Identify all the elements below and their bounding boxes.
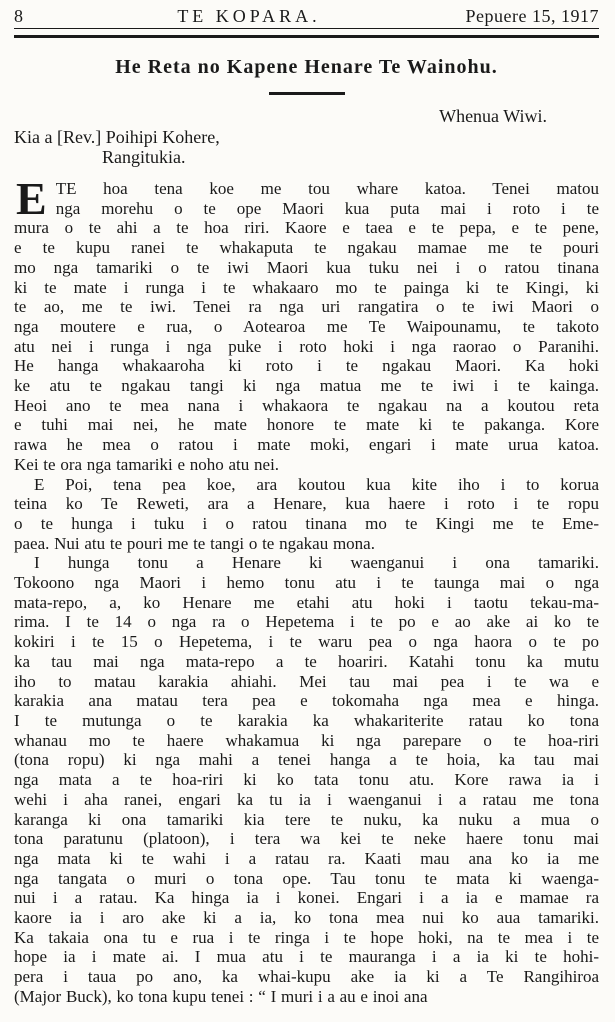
text-line: kaore ia i aro ake ki a ia, ko tona mea nui ko aua tamariki. [14,908,599,928]
paragraph-3 [14,553,599,1006]
text-line: rawa he mea o ratou i mate moki, engari i mate urua katoa. [14,435,599,455]
text-line: hope ia i mate ai. I mua atu i te mauranga i a ia ki te hohi- [14,947,599,967]
journal-title: TE KOPARA. [177,6,321,26]
paragraph-3-lines [14,553,599,1006]
drop-cap-letter: E [16,173,47,224]
salutation-line-2: Rangitukia. [102,147,186,167]
text-line: e te kupu ranei te whakaputa te ngakau mamae me te pouri [14,238,599,258]
page-number: 8 [14,6,23,26]
text-line: karanga ki ona tamariki kia tere te nuku, ka nuku a mua o [14,809,599,829]
text-line: nga mata a te hoa-riri ki ko tata tonu atu. Kore rawa ia i [14,770,599,790]
text-line: I te mutunga o te karakia ka whakariterite ratau ko tona [14,710,599,730]
text-line: He hanga whakaaroha ki roto i te ngakau Maori. Ka hoki [14,356,599,376]
place-line: Whenua Wiwi. [439,106,547,126]
heading-divider-rule [269,92,345,95]
text-line: Heoi ano te mea nana i whakaora te ngakau na a koutou reta [14,395,599,415]
letter-body [14,173,599,1007]
text-line: Tokoono nga Maori i hemo tonu atu i te taunga mai o nga [14,573,599,593]
header-rule-thick [14,35,599,38]
paragraph-1 [14,173,599,475]
text-line: e tuhi mai nei, he mate honore te mate ki te pakanga. Kore [14,415,599,435]
salutation-line-1: Kia a [Rev.] Poihipi Kohere, [14,127,220,147]
text-line: nga mata ki te wahi i a ratau ra. Kaati mau ana ko ia me [14,848,599,868]
text-line: iho to matau karakia ahiahi. Mei tau mai pea i te wa e [14,671,599,691]
text-line: E Poi, tena pea koe, ara koutou kua kite iho i to korua [34,474,599,494]
text-line: te ao, me te iwi. Tenei ra nga uri rangatira o te iwi Maori o [14,297,599,317]
text-line: nga moutere e rua, o Aotearoa me Te Waipounamu, te takoto [14,316,599,336]
text-line: nga tangata o muri o tona ope. Tau tonu te mata ki waenga- [14,868,599,888]
text-line: TE hoa tena koe me tou whare katoa. Tenei matou [55,179,599,198]
text-line: mata-repo, a, ko Henare me etahi atu hoki i taotu tekau-ma- [14,592,599,612]
text-line: pera i taua po ano, ka whai-kupu ake ia ki a Te Rangihiroa [14,967,599,987]
text-line: Ka takaia ona tu e rua i te ringa i te hope hoki, na te mea i te [14,927,599,947]
page-header [14,6,599,26]
text-line: wehi i aha ranei, engari ka tu ia i waenganui i a ratau me tona [14,789,599,809]
text-line: rima. I te 14 o nga ra o Hepetema i te po e ao ake ai ko te [14,612,599,632]
issue-date: Pepuere 15, 1917 [465,6,599,26]
text-line: ke atu te ngakau tangi ki nga matua me te iwi i te kainga. [14,376,599,396]
paragraph-2 [14,475,599,554]
text-line: nga morehu o te ope Maori kua puta mai i roto i te [55,198,599,218]
text-line: ki te mate i runga i te whakaaro mo te painga ki te Kingi, ki [14,277,599,297]
paragraph-2-lines [14,475,599,554]
text-line: (Major Buck), ko tona kupu tenei : “ I muri i a au e inoi ana [14,986,428,1006]
header-rule-thin [14,28,599,29]
text-line: mura o te ahi a te hoa riri. Kaore e taea e te pepa, e te pene, [14,218,599,238]
text-line: (tona ropu) ki nga mahi a tenei hanga a te hoia, ka tau mai [14,750,599,770]
article-heading: He Reta no Kapene Henare Te Wainohu. [115,56,498,78]
paragraph-1-lines [14,173,599,475]
text-line: tona paratunu (platoon), i tera wa kei te neke haere tonu mai [14,829,599,849]
text-line: o te hunga i tuku i o ratou tinana mo te Kingi me te Eme- [14,513,599,533]
text-line: karakia ana matau tera pea e tokomaha nga mea e hinga. [14,691,599,711]
text-line: ka tau mai nga mata-repo a te hoariri. Katahi tonu ka mutu [14,651,599,671]
text-line: kokiri i te 15 o Hepetema, i te waru pea o nga haora o te po [14,632,599,652]
text-line: I hunga tonu a Henare ki waenganui i ona tamariki. [34,553,599,573]
text-line: paea. Nui atu te pouri me te tangi o te ngakau mona. [14,533,375,553]
text-line: atu nei i runga i nga puke i roto hoki i nga raorao o Paranihi. [14,336,599,356]
text-line: whanau mo te haere whakamua ki nga parepare o te hoa-riri [14,730,599,750]
text-line: Kei te ora nga tamariki e noho atu nei. [14,454,280,474]
text-line: nui i a ratau. Ka hinga ia i konei. Engari i a ia e mamae ra [14,888,599,908]
text-line: teina ko Te Reweti, ara a Henare, kua haere i roto i te ropu [14,494,599,514]
text-line: mo nga tamariki o te iwi Maori kua tuku nei i o ratou tinana [14,257,599,277]
